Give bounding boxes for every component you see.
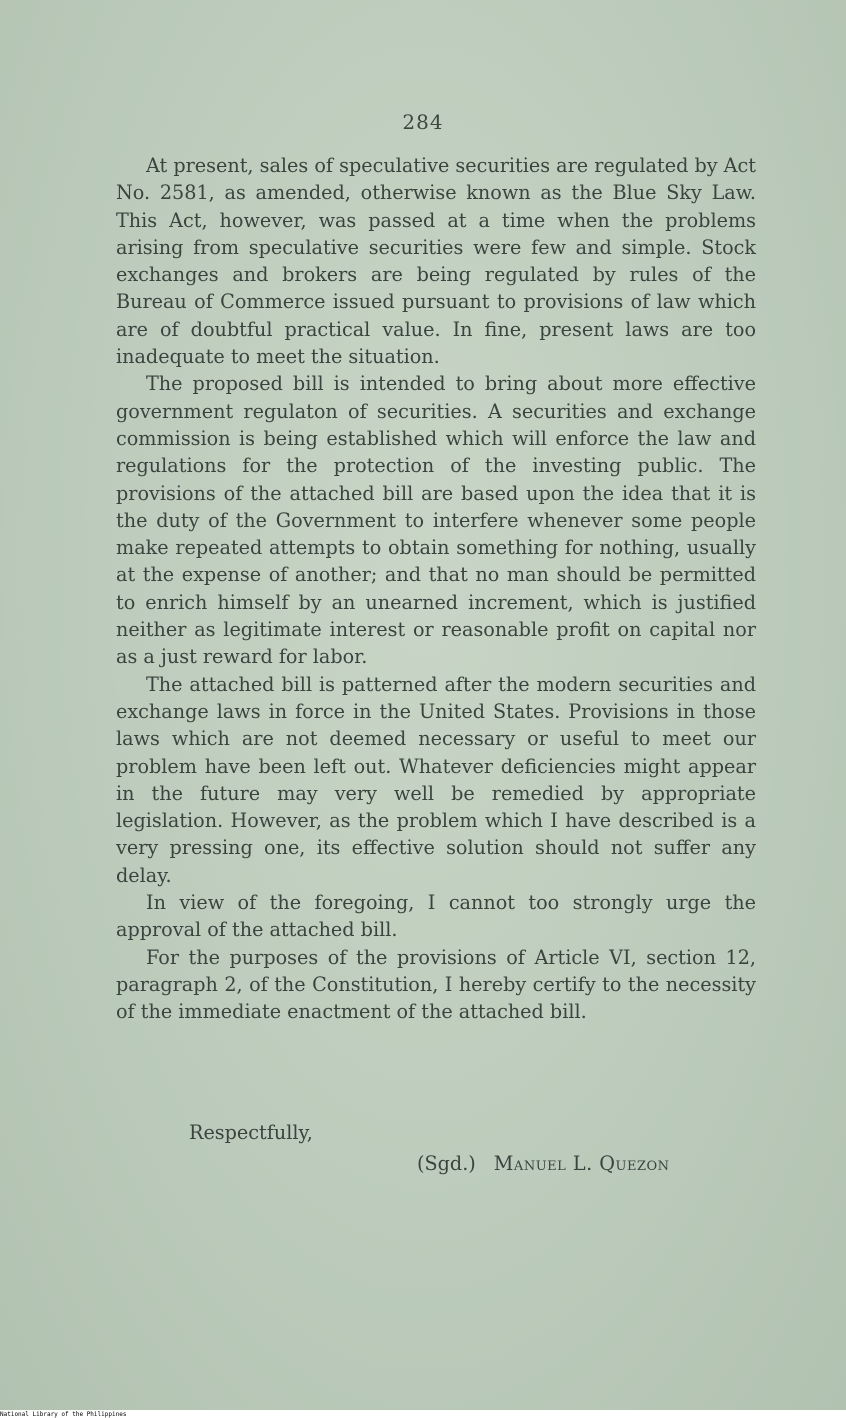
paragraph-urge-approval: In view of the foregoing, I cannot too strongly urge the approval of the attached bill. (116, 891, 756, 942)
closing-salutation: Respectfully, (189, 1121, 313, 1144)
paragraph-blue-sky-law: At present, sales of speculative securities are regulated by Act No. 2581, as amended, otherwise known as the Blue Sky Law. This Act, however, was passed at a time when the problems arising from speculative securities were few and simple. Stock exchanges and brokers are being regulated by rules of the Bureau of Commerce issued pursuant to provisions of law which are of doubtful practical value. In fine, present laws are too inadequate to meet the situation. (116, 154, 756, 369)
page-number: 284 (402, 110, 444, 134)
paragraph-certification: For the purposes of the provisions of Article VI, section 12, paragraph 2, of the Constitution, I hereby certify to the necessity of the immediate enactment of the attached bill. (116, 945, 756, 1024)
paragraph-patterned-after: The attached bill is patterned after the modern securities and exchange laws in force in the United States. Provisions in those laws which are not deemed necessary or useful to meet our problem have been left out. Whatever deficiencies might appear in the future may very well be remedied by appropriate legislation. However, as the problem which I have described is a very pressing one, its effective solution should not suffer any delay. (116, 672, 756, 887)
signatory-name: Manuel L. Quezon (493, 1152, 670, 1175)
paragraph-proposed-bill: The proposed bill is intended to bring about more effective government regulaton of securities. A securities and exchange commission is being established which will enforce the law and regulations for the protection of the investing public. The provisions of the attached bill are based upon the idea that it is the duty of the Government to interfere whenever some people make repeated attempts to obtain something for nothing, usually at the expense of another; and that no man should be permitted to enrich himself by an unearned increment, which is justified neither as legitimate interest or reasonable profit on capital nor as a just reward for labor. (116, 372, 756, 669)
library-credit: National Library of the Philippines (0, 1411, 127, 1418)
signature-prefix: (Sgd.) (417, 1152, 476, 1175)
signature-line (417, 1152, 670, 1175)
footer-strip (0, 1410, 846, 1418)
letter-body (116, 152, 756, 1026)
